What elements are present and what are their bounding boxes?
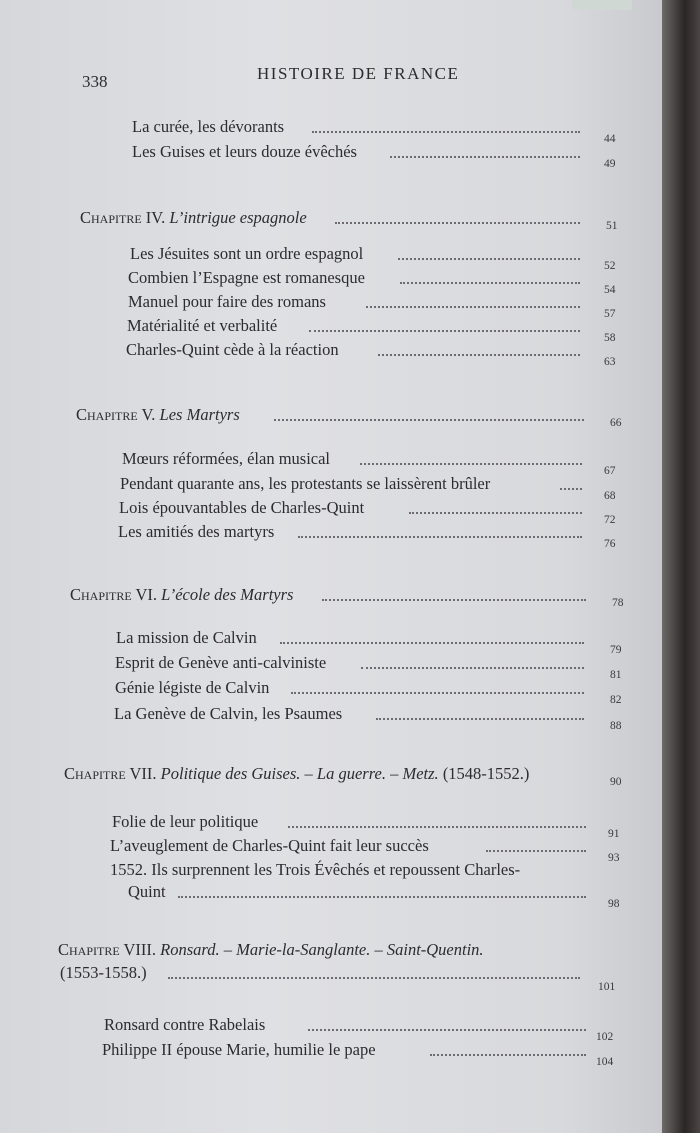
toc-entry-page: 79 [610,644,622,656]
toc-chapter [80,208,620,234]
toc-entry-text: Ronsard contre Rabelais [104,1015,266,1034]
toc-entry [116,628,624,654]
dot-leader [280,642,584,644]
chapter-page: 78 [612,597,624,609]
toc-entry [118,522,622,548]
toc-entry-page: 67 [604,465,616,477]
toc-entry-page: 49 [604,158,616,170]
toc-entry-page: 72 [604,514,616,526]
toc-entry [102,1040,632,1066]
toc-entry [126,340,620,366]
chapter-title: Les Martyrs [159,405,240,424]
toc-entry-page: 63 [604,356,616,368]
toc-entry [115,678,624,704]
toc-entry [110,836,628,862]
toc-entry-text: Philippe II épouse Marie, humilie le pape [102,1040,376,1059]
toc-entry-text: L’aveuglement de Charles-Quint fait leur succès [110,836,429,855]
toc-entry [128,268,620,294]
toc-entry [112,812,628,838]
book-gutter-shadow [662,0,700,1133]
toc-entry [127,316,620,342]
dot-leader [312,131,580,133]
dot-leader [366,306,580,308]
dot-leader [378,354,580,356]
toc-entry-text: Lois épouvantables de Charles-Quint [119,498,365,517]
toc-entry [60,963,632,993]
dot-leader [168,977,580,979]
dot-leader [309,330,580,332]
toc-entry-page: 54 [604,284,616,296]
dot-leader [390,156,580,158]
toc-entry [114,704,624,730]
toc-entry-text: Pendant quarante ans, les protestants se laissèrent brûler [120,474,491,493]
page-number: 338 [82,72,108,91]
dot-leader [308,1029,586,1031]
dot-leader [486,850,586,852]
dot-leader [409,512,582,514]
toc-entry-text: Les amitiés des martyrs [118,522,275,541]
dot-leader [360,463,582,465]
toc-entry-page: 68 [604,490,616,502]
chapter-page: 51 [606,220,618,232]
dot-leader [288,826,586,828]
toc-entry-text: La Genève de Calvin, les Psaumes [114,704,343,723]
toc-entry-text: La curée, les dévorants [132,117,285,136]
toc-chapter [76,405,624,431]
toc-entry [130,244,620,270]
dot-leader [291,692,584,694]
chapter-label: Chapitre VII. [64,764,157,783]
toc-entry-page: 102 [596,1031,614,1043]
toc-entry-text: Quint [128,882,166,901]
chapter-heading [58,940,484,960]
toc-entry-text: Les Jésuites sont un ordre espagnol [130,244,364,263]
dot-leader [274,419,584,421]
chapter-title: Ronsard. – Marie-la-Sanglante. – Saint-Quentin. [160,940,484,959]
chapter-label: Chapitre VIII. [58,940,157,959]
chapter-label: Chapitre IV. [80,208,166,227]
chapter-page: 90 [610,776,622,788]
dot-leader [560,488,582,490]
toc-entry [104,1015,632,1041]
toc-entry-page: 101 [598,981,616,993]
toc-entry-page: 91 [608,828,620,840]
chapter-heading [80,208,307,228]
chapter-dates: (1548-1552.) [442,764,530,783]
toc-entry [115,653,624,679]
toc-entry-page: 81 [610,669,622,681]
toc-entry-text: Combien l’Espagne est romanesque [128,268,365,287]
toc-entry-page: 76 [604,538,616,550]
chapter-heading [70,585,293,605]
toc-entry-page: 52 [604,260,616,272]
chapter-label: Chapitre VI. [70,585,158,604]
dot-leader [335,222,580,224]
toc-entry-text: Matérialité et verbalité [127,316,278,335]
chapter-title: Politique des Guises. – La guerre. – Metz. [160,764,439,783]
dot-leader [400,282,580,284]
dot-leader [322,599,586,601]
dot-leader [178,896,586,898]
dot-leader [398,258,580,260]
dot-leader [298,536,582,538]
toc-entry [128,292,620,318]
dot-leader [361,667,584,669]
dot-leader [376,718,584,720]
chapter-title: L’école des Martyrs [161,585,294,604]
toc-entry [120,474,622,500]
toc-entry [132,117,620,143]
toc-entry-page: 57 [604,308,616,320]
chapter-heading [76,405,240,425]
toc-entry-text: Mœurs réformées, élan musical [122,449,331,468]
toc-entry-page: 82 [610,694,622,706]
toc-entry-text: Folie de leur politique [112,812,259,831]
toc-entry-text: Esprit de Genève anti-calviniste [115,653,327,672]
toc-entry [122,449,622,475]
toc-entry-text: Charles-Quint cède à la réaction [126,340,339,359]
toc-entry-page: 58 [604,332,616,344]
chapter-heading [64,764,529,784]
toc-entry-page: 98 [608,898,620,910]
toc-entry [132,142,620,168]
toc-entry-page: 104 [596,1056,614,1068]
toc-entry-page: 88 [610,720,622,732]
chapter-title: L’intrigue espagnole [169,208,307,227]
toc-entry-text: La mission de Calvin [116,628,257,647]
toc-entry-text: 1552. Ils surprennent les Trois Évêchés et repoussent Charles- [110,860,521,879]
dot-leader [430,1054,586,1056]
toc-entry [119,498,622,524]
chapter-page: 66 [610,417,622,429]
toc-entry [128,882,628,908]
toc-entry-text: Manuel pour faire des romans [128,292,326,311]
toc-chapter [64,764,628,790]
toc-chapter [70,585,626,611]
running-title: HISTOIRE DE FRANCE [257,64,460,83]
toc-entry-text: (1553-1558.) [60,963,147,982]
toc-entry-page: 93 [608,852,620,864]
chapter-label: Chapitre V. [76,405,156,424]
toc-entry-page: 44 [604,133,616,145]
toc-entry-text: Les Guises et leurs douze évêchés [132,142,357,161]
toc-entry-text: Génie légiste de Calvin [115,678,270,697]
